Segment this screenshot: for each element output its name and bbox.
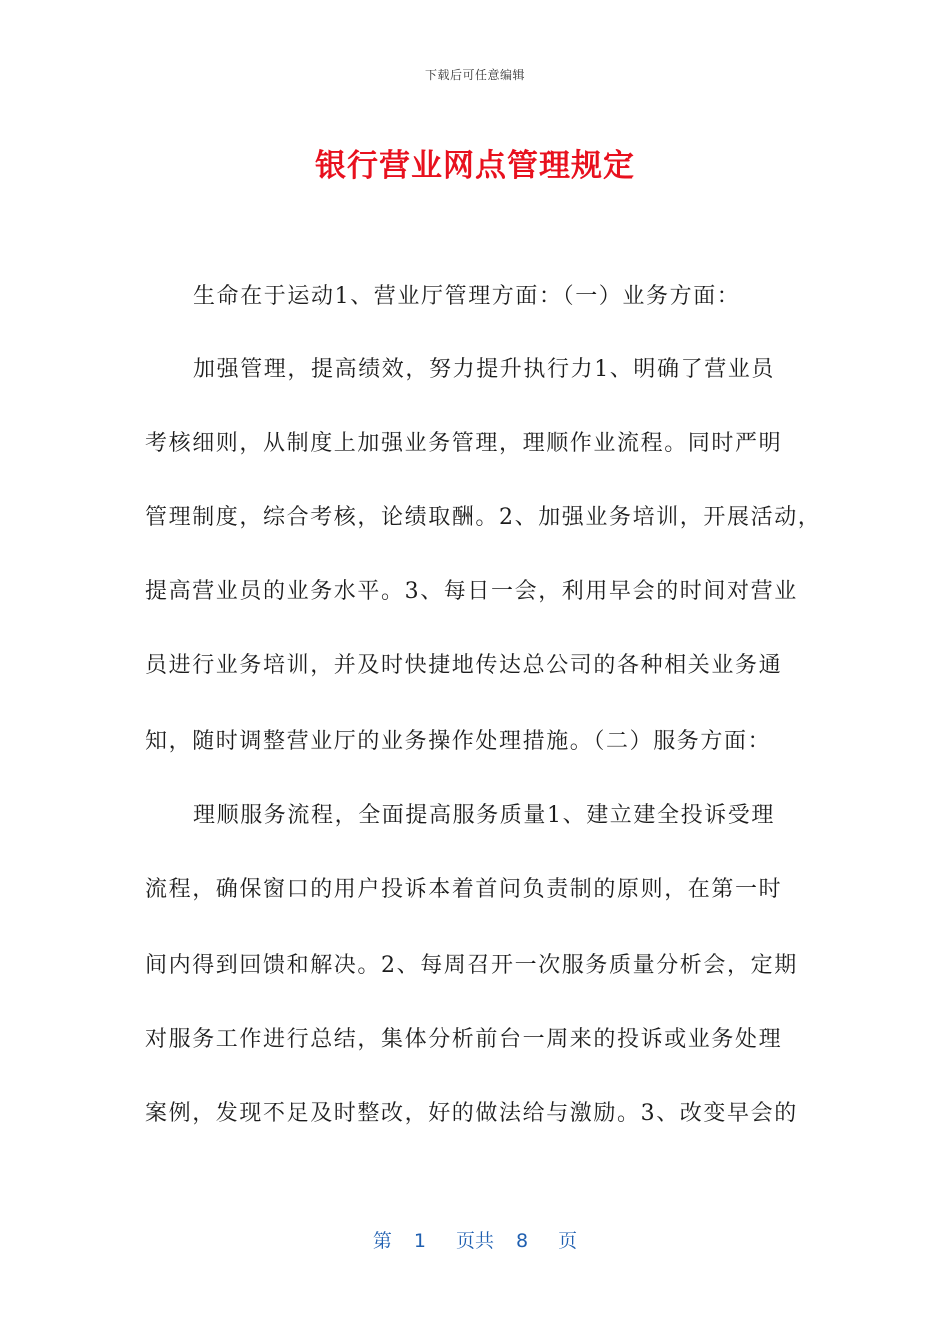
paragraph-line: 对服务工作进行总结，集体分析前台一周来的投诉或业务处理: [145, 1027, 783, 1052]
paragraph-line: 管理制度，综合考核，论绩取酬。2、加强业务培训，开展活动，: [145, 505, 822, 530]
paragraph-line: 生命在于运动1、营业厅管理方面：（一）业务方面：: [193, 284, 741, 309]
paragraph-line: 考核细则，从制度上加强业务管理，理顺作业流程。同时严明: [145, 431, 783, 456]
footer-current-page: 1: [413, 1230, 426, 1252]
footer-prefix: 第: [372, 1230, 392, 1252]
paragraph-line: 间内得到回馈和解决。2、每周召开一次服务质量分析会，定期: [145, 953, 798, 978]
paragraph-line: 员进行业务培训，并及时快捷地传达总公司的各种相关业务通: [145, 653, 783, 678]
paragraph-line: 知，随时调整营业厅的业务操作处理措施。（二）服务方面：: [145, 729, 772, 754]
footer-suffix: 页: [558, 1230, 578, 1252]
paragraph-line: 流程，确保窗口的用户投诉本着首问负责制的原则，在第一时: [145, 877, 783, 902]
paragraph-line: 理顺服务流程，全面提高服务质量1、建立建全投诉受理: [193, 803, 775, 828]
header-note: 下载后可任意编辑: [424, 68, 525, 82]
paragraph-line: 案例，发现不足及时整改，好的做法给与激励。3、改变早会的: [145, 1101, 798, 1126]
paragraph-line: 提高营业员的业务水平。3、每日一会，利用早会的时间对营业: [145, 579, 798, 604]
document-title: 银行营业网点管理规定: [315, 148, 635, 184]
page-number-footer: [0, 1226, 950, 1253]
footer-total-pages: 8: [516, 1230, 529, 1252]
paragraph-line: 加强管理，提高绩效，努力提升执行力1、明确了营业员: [193, 357, 775, 382]
footer-middle: 页共: [455, 1230, 494, 1252]
